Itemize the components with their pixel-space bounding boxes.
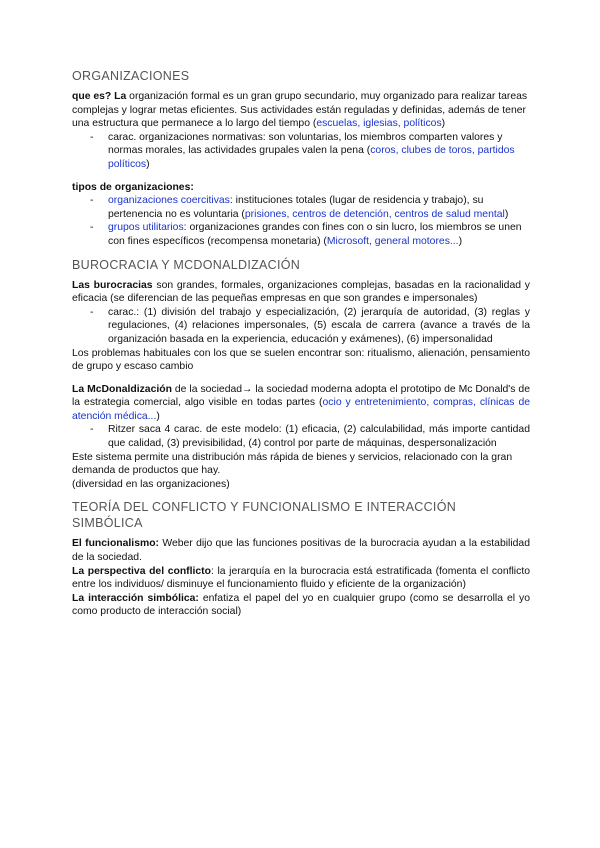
paragraph-mcdonaldizacion <box>72 383 530 424</box>
bold-lead: La McDonaldización <box>72 383 172 395</box>
list-item: - carac.: (1) división del trabajo y especialización, (2) jerarquía de autoridad, (3) reglas y regulaciones, (4) relaciones impersonales, (5) escala de carrera (avance a través de la organización basada en la experiencia, educación y exámenes), (6) impersonalidad <box>108 306 530 347</box>
term-text: grupos utilitarios <box>108 222 184 234</box>
text: ) <box>458 235 463 247</box>
section-heading-organizaciones: ORGANIZACIONES <box>72 69 190 83</box>
example-text: ocio y entretenimiento, compras, clínicas de atención médica... <box>72 397 530 422</box>
subheading-tipos <box>72 181 530 195</box>
text: ) <box>156 410 160 422</box>
section-heading-teoria: TEORÍA DEL CONFLICTO Y FUNCIONALISMO E INTERACCIÓN SIMBÓLICA <box>72 500 457 531</box>
paragraph-diversidad: (diversidad en las organizaciones) <box>72 478 230 490</box>
bold-lead: El funcionalismo: <box>72 538 160 550</box>
paragraph-burocracias <box>72 279 530 306</box>
list-item <box>108 221 530 248</box>
bold-lead: La perspectiva del conflicto <box>72 565 211 577</box>
list-item <box>108 131 530 172</box>
text: organización formal es un gran grupo secundario, muy organizado para realizar tareas complejas y lograr metas eficientes. Sus actividades están reguladas y definidas, además de tener una estructura que permanece a lo largo del tiempo ( <box>72 91 528 130</box>
text: : organizaciones grandes con fines con o sin lucro, los miembros se unen con fines específicos (recompensa monetaria) ( <box>108 222 522 247</box>
bold-lead: tipos de organizaciones: <box>72 181 194 193</box>
document-page <box>72 68 530 619</box>
text: : instituciones totales (lugar de residencia y trabajo), su pertenencia no es voluntaria ( <box>108 195 484 220</box>
text: enfatiza el papel del yo en cualquier grupo (como se desarrolla el yo como producto de interacción social) <box>72 592 530 618</box>
bullet-list <box>72 131 530 172</box>
text: carac. organizaciones normativas: son voluntarias, los miembros comparten valores y normas morales, las actividades grupales valen la pena ( <box>108 131 503 157</box>
bullet-list <box>72 306 530 347</box>
list-item <box>108 194 530 221</box>
bold-lead: La interacción simbólica: <box>72 592 199 604</box>
example-text: escuelas, iglesias, políticos <box>316 118 442 130</box>
bold-lead: que es? La <box>72 91 127 102</box>
text: son grandes, formales, organizaciones complejas, basadas en la racionalidad y eficacia (se diferencian de las pequeñas empresas en que son grandes e impersonales) <box>72 279 530 305</box>
bold-lead: Las burocracias <box>72 279 153 291</box>
paragraph-conflicto <box>72 565 530 592</box>
text: Weber dijo que las funciones positivas de la burocracia ayudan a la estabilidad de la sociedad. <box>72 538 530 564</box>
text: ) <box>146 158 150 170</box>
bullet-list <box>72 423 530 450</box>
paragraph-definition <box>72 90 530 131</box>
list-item: - Ritzer saca 4 carac. de este modelo: (1) eficacia, (2) calculabilidad, más importe cantidad que calidad, (3) previsibilidad, (4) control por parte de máquinas, despersonalización <box>108 423 530 450</box>
text: de la sociedad→ la sociedad moderna adopta el prototipo de Mc Donald's de la estrategia comercial, algo visible en todas partes ( <box>72 383 530 409</box>
bullet-list <box>72 194 530 248</box>
example-text: Microsoft, general motores... <box>326 235 459 247</box>
example-text: coros, clubes de toros, partidos políticos <box>108 145 515 170</box>
paragraph-distribucion: Este sistema permite una distribución más rápida de bienes y servicios, relacionado con la gran demanda de productos que hay. <box>72 451 513 477</box>
paragraph-funcionalismo <box>72 537 530 564</box>
text: ) <box>441 118 446 130</box>
paragraph-interaccion <box>72 592 530 619</box>
paragraph-problemas: Los problemas habituales con los que se suelen encontrar son: ritualismo, alienación, pensamiento de grupo y escaso cambio <box>72 347 530 373</box>
text: ) <box>504 208 509 220</box>
section-heading-burocracia: BUROCRACIA Y MCDONALDIZACIÓN <box>72 257 301 272</box>
text: : la jerarquía en la burocracia está estratificada (fomenta el conflicto entre los individuos/ disminuye el funcionamiento fluido y eficiente de la organización) <box>72 565 530 591</box>
term-text: organizaciones coercitivas <box>108 195 230 207</box>
example-text: prisiones, centros de detención, centros de salud mental <box>244 208 505 220</box>
